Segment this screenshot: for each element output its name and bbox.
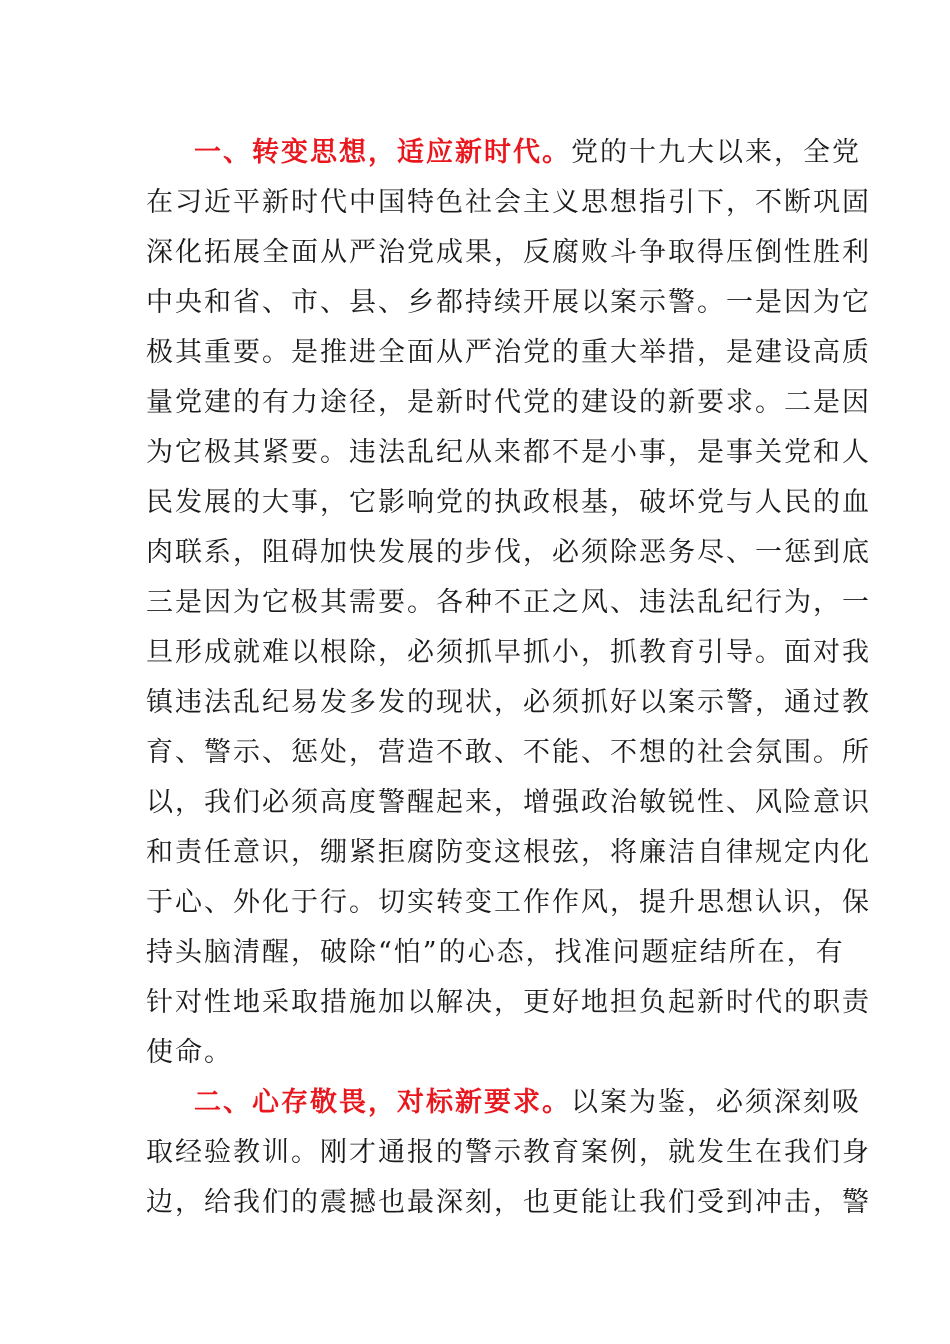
text-line: 使命。 (146, 1037, 233, 1068)
text-line: 镇违法乱纪易发多发的现状，必须抓好以案示警，通过教 (146, 687, 871, 718)
paragraph-1-text: 党的十九大以来，全党 (571, 137, 861, 168)
text-line: 量党建的有力途径，是新时代党的建设的新要求。二是因 (146, 387, 871, 418)
text-line: 持头脑清醒，破除“怕”的心态，找准问题症结所在，有 (146, 937, 845, 968)
text-line: 中央和省、市、县、乡都持续开展以案示警。一是因为它 (146, 287, 871, 318)
text-line: 在习近平新时代中国特色社会主义思想指引下，不断巩固 (146, 187, 871, 218)
text-line: 深化拓展全面从严治党成果，反腐败斗争取得压倒性胜利 (146, 237, 871, 268)
section-heading-2: 二、心存敬畏，对标新要求。 (194, 1087, 571, 1118)
text-line: 和责任意识，绷紧拒腐防变这根弦，将廉洁自律规定内化 (146, 837, 871, 868)
text-line: 民发展的大事，它影响党的执政根基，破坏党与人民的血 (146, 487, 871, 518)
section-heading-1: 一、转变思想，适应新时代。 (194, 137, 571, 168)
text-line: 以，我们必须高度警醒起来，增强政治敏锐性、风险意识 (146, 787, 871, 818)
text-line: 三是因为它极其需要。各种不正之风、违法乱纪行为，一 (146, 587, 871, 618)
document-body (146, 128, 871, 1228)
text-line: 于心、外化于行。切实转变工作作风，提升思想认识，保 (146, 887, 871, 918)
text-line: 旦形成就难以根除，必须抓早抓小，抓教育引导。面对我 (146, 637, 871, 668)
paragraph-1-line-1 (146, 128, 861, 178)
text-line: 边，给我们的震撼也最深刻，也更能让我们受到冲击，警 (146, 1187, 871, 1218)
text-line: 取经验教训。刚才通报的警示教育案例，就发生在我们身 (146, 1137, 871, 1168)
text-line: 育、警示、惩处，营造不敢、不能、不想的社会氛围。所 (146, 737, 871, 768)
paragraph-2-line-1 (146, 1078, 861, 1128)
paragraph-2-text: 以案为鉴，必须深刻吸 (571, 1087, 861, 1118)
text-line: 极其重要。是推进全面从严治党的重大举措，是建设高质 (146, 337, 871, 368)
text-line: 为它极其紧要。违法乱纪从来都不是小事，是事关党和人 (146, 437, 871, 468)
text-line: 针对性地采取措施加以解决，更好地担负起新时代的职责 (146, 987, 871, 1018)
text-line: 肉联系，阻碍加快发展的步伐，必须除恶务尽、一惩到底 (146, 537, 871, 568)
